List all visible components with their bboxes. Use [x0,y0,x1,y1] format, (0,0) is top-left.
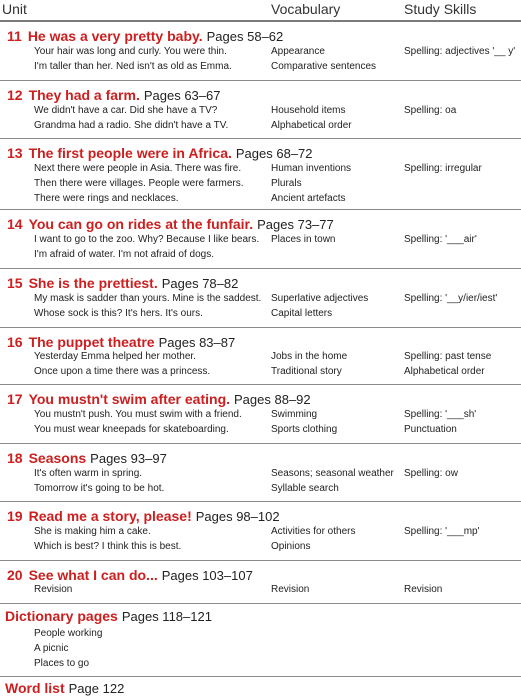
unit-14 [0,210,521,269]
example-line: You mustn't push. You must swim with a friend. [34,409,242,420]
unit-20 [0,561,521,604]
word-list-title: Word list [5,680,65,696]
unit-number: 20 [7,567,23,583]
unit-12 [0,81,521,139]
dictionary-pages: Pages 118–121 [121,609,212,624]
study-skill-item: Spelling: '___air' [404,234,477,245]
unit-title: They had a farm. [28,87,140,103]
unit-number: 16 [7,334,23,350]
unit-title: Read me a story, please! [28,508,192,524]
header-vocabulary: Vocabulary [271,1,341,17]
example-line: It's often warm in spring. [34,468,143,479]
example-line: Your hair was long and curly. You were thin. [34,46,227,57]
unit-19 [0,502,521,561]
vocabulary-item: Syllable search [271,483,339,494]
example-line: Revision [34,584,73,595]
unit-pages: Pages 83–87 [158,335,236,350]
dictionary-item: A picnic [34,643,69,654]
study-skill-item: Spelling: '__y/ier/iest' [404,293,498,304]
unit-18 [0,444,521,502]
study-skill-item: Spelling: adjectives '__ y' [404,46,516,57]
vocabulary-item: Appearance [271,46,325,57]
vocabulary-item: Opinions [271,541,311,552]
unit-title: See what I can do... [28,567,158,583]
vocabulary-item: Places in town [271,234,336,245]
unit-number: 14 [7,216,23,232]
dictionary-item: Places to go [34,658,90,669]
header-study-skills: Study Skills [404,1,477,17]
vocabulary-item: Ancient artefacts [271,193,346,204]
dictionary-title: Dictionary pages [5,608,118,624]
unit-15 [0,269,521,328]
unit-pages: Pages 73–77 [257,217,334,232]
study-skill-item: Revision [404,584,443,595]
unit-pages: Pages 58–62 [206,29,284,44]
vocabulary-item: Plurals [271,178,302,189]
unit-number: 18 [7,450,23,466]
unit-16 [0,328,521,385]
word-list-section [0,677,521,700]
vocabulary-item: Comparative sentences [271,61,377,72]
example-line: I want to go to the zoo. Why? Because I like bears. [34,234,260,245]
vocabulary-item: Jobs in the home [271,351,348,362]
example-line: Then there were villages. People were farmers. [34,178,244,189]
example-line: I'm afraid of water. I'm not afraid of dogs. [34,249,215,260]
unit-title: She is the prettiest. [28,275,158,291]
vocabulary-item: Seasons; seasonal weather [271,468,394,479]
example-line: There were rings and necklaces. [34,193,179,204]
example-line: We didn't have a car. Did she have a TV? [34,105,218,116]
unit-pages: Pages 93–97 [90,451,167,466]
dictionary-section [0,604,521,677]
unit-number: 11 [7,28,22,44]
vocabulary-item: Household items [271,105,346,116]
word-list-title-row [5,680,124,698]
study-skill-item: Alphabetical order [404,366,485,377]
example-line: I'm taller than her. Ned isn't as old as Emma. [34,61,232,72]
word-list-pages: Page 122 [68,681,125,696]
vocabulary-item: Superlative adjectives [271,293,369,304]
unit-title: You mustn't swim after eating. [28,391,231,407]
example-line: She is making him a cake. [34,526,151,537]
unit-title: The first people were in Africa. [28,145,232,161]
unit-pages: Pages 103–107 [161,568,253,583]
vocabulary-item: Traditional story [271,366,342,377]
unit-13 [0,139,521,210]
example-line: Which is best? I think this is best. [34,541,182,552]
vocabulary-item: Revision [271,584,310,595]
unit-pages: Pages 68–72 [235,146,313,161]
example-line: Once upon a time there was a princess. [34,366,211,377]
example-line: Next there were people in Asia. There was fire. [34,163,242,174]
study-skill-item: Spelling: '___mp' [404,526,480,537]
unit-number: 17 [7,391,23,407]
example-line: You must wear kneepads for skateboarding. [34,424,229,435]
vocabulary-item: Human inventions [271,163,352,174]
unit-number: 19 [7,508,23,524]
study-skill-item: Spelling: '___sh' [404,409,477,420]
vocabulary-item: Alphabetical order [271,120,352,131]
header-unit: Unit [2,1,27,17]
study-skill-item: Spelling: ow [404,468,458,479]
unit-number: 15 [7,275,23,291]
vocabulary-item: Sports clothing [271,424,338,435]
unit-pages: Pages 63–67 [143,88,221,103]
unit-title: Seasons [28,450,87,466]
dictionary-item: People working [34,628,103,639]
vocabulary-item: Swimming [271,409,318,420]
example-line: My mask is sadder than yours. Mine is the saddest. [34,293,262,304]
example-line: Whose sock is this? It's hers. It's ours. [34,308,203,319]
vocabulary-item: Activities for others [271,526,356,537]
unit-number: 12 [7,87,23,103]
example-line: Tomorrow it's going to be hot. [34,483,165,494]
table-header [0,0,521,22]
unit-17 [0,385,521,444]
study-skill-item: Spelling: past tense [404,351,492,362]
unit-pages: Pages 88–92 [234,392,311,407]
unit-title: He was a very pretty baby. [27,28,203,44]
dictionary-title-row [5,608,212,626]
unit-number: 13 [7,145,23,161]
unit-pages: Pages 78–82 [161,276,239,291]
study-skill-item: Spelling: irregular [404,163,482,174]
unit-title: The puppet theatre [28,334,155,350]
example-line: Grandma had a radio. She didn't have a TV. [34,120,229,131]
study-skill-item: Punctuation [404,424,457,435]
vocabulary-item: Capital letters [271,308,333,319]
example-line: Yesterday Emma helped her mother. [34,351,196,362]
study-skill-item: Spelling: oa [404,105,457,116]
unit-11 [0,22,521,81]
unit-title: You can go on rides at the funfair. [28,216,254,232]
unit-pages: Pages 98–102 [195,509,280,524]
